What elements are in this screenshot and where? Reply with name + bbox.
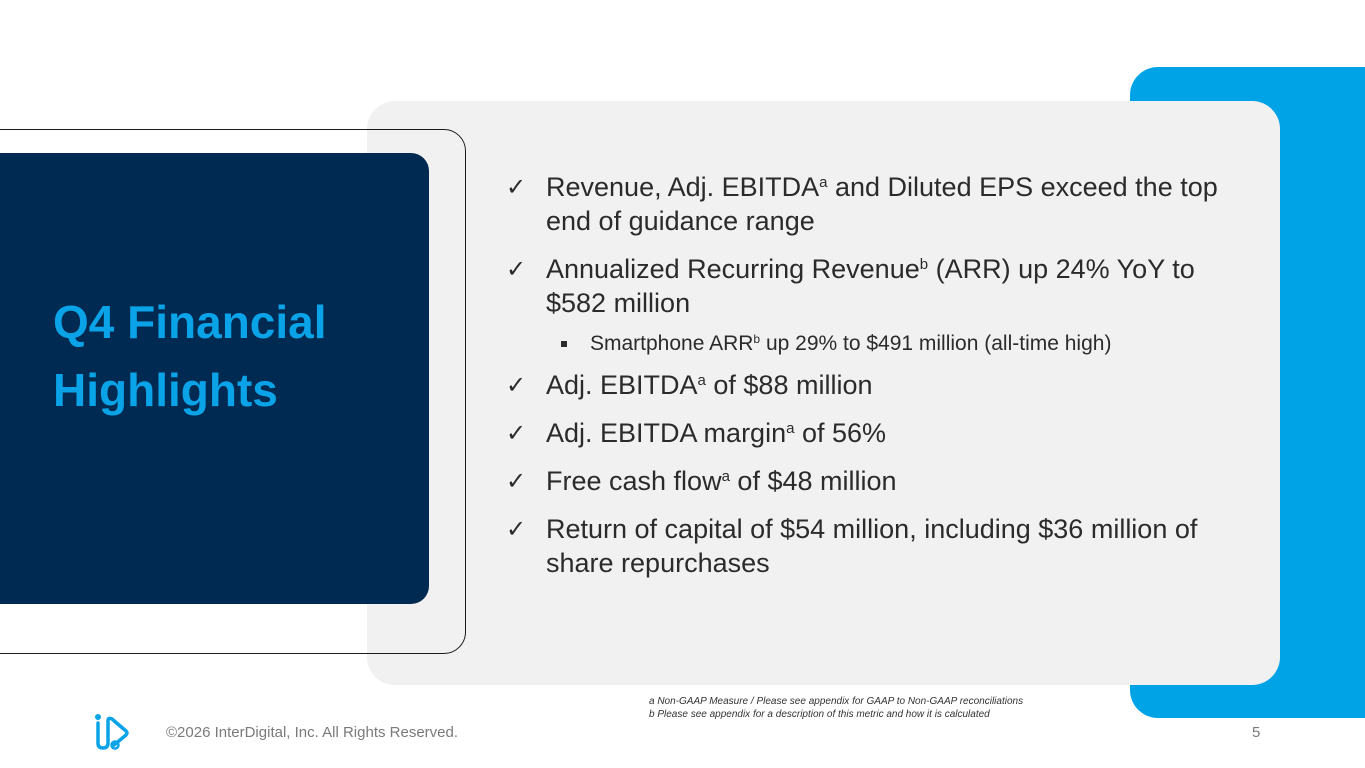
checkmark-icon: ✓ — [506, 173, 527, 201]
bullet-text: (ARR) up 24% YoY to $582 million — [546, 254, 1195, 318]
bullet-text: Adj. EBITDA — [546, 370, 698, 400]
bullet-text: Revenue, Adj. EBITDA — [546, 172, 820, 202]
bullet-item — [506, 368, 1256, 402]
bullet-item — [506, 416, 1256, 450]
page-number: 5 — [1252, 724, 1261, 741]
sub-bullet-item — [506, 330, 1256, 358]
bullet-text: Adj. EBITDA margin — [546, 418, 787, 448]
bullet-text: Free cash flow — [546, 466, 722, 496]
square-bullet-icon — [561, 341, 567, 347]
bullet-text: Return of capital of $54 million, including $36 million of share repurchases — [546, 514, 1198, 578]
footnote-b: b Please see appendix for a description of this metric and how it is calculated — [649, 709, 990, 720]
highlights-list — [506, 170, 1256, 594]
bullet-item — [506, 512, 1256, 580]
interdigital-logo-icon — [92, 713, 132, 751]
sub-bullet-text: up 29% to $491 million (all-time high) — [760, 332, 1112, 355]
bullet-text: of $88 million — [705, 370, 873, 400]
footnote-marker: a — [721, 468, 730, 485]
sub-bullet-text: Smartphone ARR — [590, 332, 754, 355]
footnote-marker: a — [697, 372, 706, 389]
checkmark-icon: ✓ — [506, 515, 527, 543]
checkmark-icon: ✓ — [506, 371, 527, 399]
footnote-a: a Non-GAAP Measure / Please see appendix for GAAP to Non-GAAP reconciliations — [649, 696, 1024, 707]
slide-title — [53, 288, 413, 424]
checkmark-icon: ✓ — [506, 467, 527, 495]
footnote-marker: a — [786, 420, 795, 437]
footnote-marker: b — [753, 332, 761, 346]
footnote-marker: a — [819, 174, 828, 191]
slide-title-line-2: Highlights — [53, 364, 278, 416]
footnotes — [649, 695, 1023, 721]
bullet-text: of 56% — [794, 418, 886, 448]
bullet-text: Annualized Recurring Revenue — [546, 254, 920, 284]
footnote-marker: b — [919, 256, 929, 273]
checkmark-icon: ✓ — [506, 255, 527, 283]
bullet-item — [506, 464, 1256, 498]
bullet-item — [506, 252, 1256, 320]
checkmark-icon: ✓ — [506, 419, 527, 447]
copyright-text: ©2026 InterDigital, Inc. All Rights Reserved. — [166, 724, 459, 741]
bullet-text: of $48 million — [729, 466, 897, 496]
bullet-text: and Diluted EPS exceed the top end of guidance range — [546, 172, 1218, 236]
bullet-item — [506, 170, 1256, 238]
slide-title-line-1: Q4 Financial — [53, 296, 327, 348]
